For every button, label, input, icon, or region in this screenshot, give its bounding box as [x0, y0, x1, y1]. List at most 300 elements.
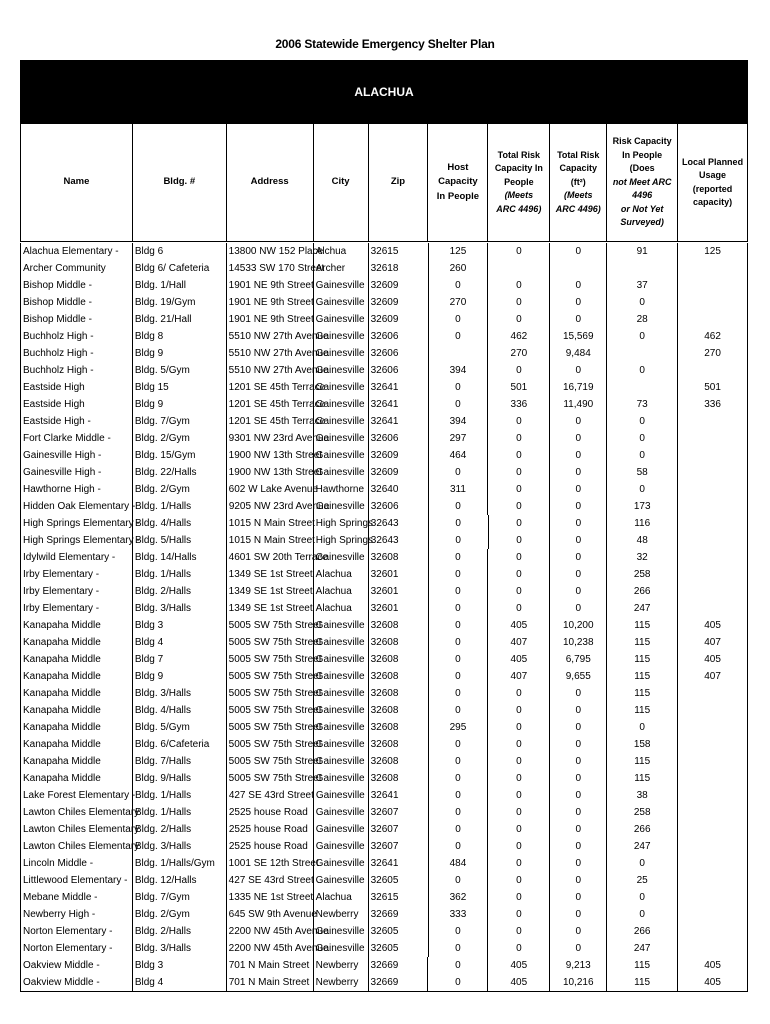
cell-bldg: Bldg. 7/Gym	[133, 889, 227, 906]
cell-local	[678, 600, 748, 617]
cell-local	[678, 923, 748, 940]
cell-host: 0	[429, 328, 489, 345]
cell-rcp	[607, 260, 678, 277]
cell-bldg: Bldg 9	[133, 345, 227, 362]
cell-local: 407	[678, 634, 748, 651]
table-row	[20, 498, 748, 515]
cell-city: Gainesville	[314, 345, 369, 362]
cell-city: Gainesville	[314, 362, 369, 379]
cell-host: 0	[429, 702, 489, 719]
cell-local: 405	[678, 957, 748, 974]
table-row	[20, 447, 748, 464]
cell-trf: 0	[550, 277, 607, 294]
cell-trf: 0	[550, 243, 607, 260]
cell-host: 0	[428, 957, 488, 974]
cell-trf: 0	[550, 515, 607, 532]
cell-trf: 0	[550, 787, 607, 804]
cell-rcp: 38	[607, 787, 678, 804]
cell-trf: 15,569	[550, 328, 607, 345]
cell-city: Gainesville	[314, 549, 369, 566]
cell-local	[678, 838, 748, 855]
cell-zip: 32608	[369, 617, 429, 634]
table-row	[20, 294, 748, 311]
cell-trp: 0	[488, 855, 550, 872]
cell-local: 405	[678, 974, 748, 991]
cell-bldg: Bldg. 5/Gym	[133, 719, 227, 736]
cell-address: 2525 house Road	[227, 821, 314, 838]
page-title: 2006 Statewide Emergency Shelter Plan	[275, 37, 495, 51]
cell-trf: 10,238	[550, 634, 607, 651]
cell-name: Newberry High -	[21, 906, 133, 923]
cell-host: 0	[429, 940, 489, 957]
cell-local	[678, 685, 748, 702]
cell-trp: 501	[488, 379, 550, 396]
cell-local	[678, 787, 748, 804]
cell-address: 1900 NW 13th Street	[227, 464, 314, 481]
cell-trp: 0	[488, 702, 550, 719]
cell-zip: 32669	[369, 957, 429, 974]
cell-city: Alachua	[314, 600, 369, 617]
cell-trf: 11,490	[550, 396, 607, 413]
cell-city: Alchua	[314, 243, 369, 260]
cell-trp: 0	[488, 583, 550, 600]
cell-address: 5510 NW 27th Avenue	[227, 362, 314, 379]
cell-local	[678, 277, 748, 294]
table-row	[20, 413, 748, 430]
cell-zip: 32608	[369, 549, 429, 566]
table-row	[20, 396, 748, 413]
cell-local	[678, 872, 748, 889]
cell-city: Gainesville	[314, 838, 369, 855]
cell-trf: 0	[550, 413, 607, 430]
cell-trf: 0	[550, 481, 607, 498]
cell-address: 1901 NE 9th Street	[227, 311, 314, 328]
table-row	[20, 872, 748, 889]
cell-name: Littlewood Elementary -	[21, 872, 133, 889]
cell-host: 0	[428, 974, 488, 991]
cell-rcp: 0	[607, 430, 678, 447]
cell-local	[678, 549, 748, 566]
table-row	[20, 481, 748, 498]
trp-line3: People	[504, 176, 534, 187]
cell-trf: 6,795	[550, 651, 607, 668]
cell-trf: 0	[550, 447, 607, 464]
table-row	[20, 379, 748, 396]
cell-trf: 0	[550, 362, 607, 379]
cell-trf: 0	[550, 294, 607, 311]
cell-local	[678, 260, 748, 277]
cell-local	[678, 583, 748, 600]
cell-trf: 0	[550, 600, 607, 617]
cell-host: 0	[429, 753, 489, 770]
cell-city: Gainesville	[314, 498, 369, 515]
cell-local	[678, 940, 748, 957]
col-header-bldg	[133, 124, 227, 241]
cell-host: 0	[429, 583, 489, 600]
cell-address: 5005 SW 75th Street	[227, 702, 314, 719]
cell-address: 4601 SW 20th Terrace	[227, 549, 314, 566]
table-row	[20, 260, 748, 277]
county-header: ALACHUA	[20, 60, 748, 124]
cell-local	[678, 855, 748, 872]
cell-name: Kanapaha Middle	[21, 702, 133, 719]
cell-bldg: Bldg 3	[133, 617, 227, 634]
cell-city: Newberry	[314, 906, 369, 923]
trf-line2: Capacity (ft²)	[559, 163, 597, 187]
cell-trf: 0	[550, 889, 607, 906]
cell-city: Alachua	[314, 889, 369, 906]
cell-rcp	[607, 345, 678, 362]
cell-city: Gainesville	[314, 379, 369, 396]
cell-zip: 32608	[369, 753, 429, 770]
cell-rcp: 115	[607, 957, 678, 974]
cell-zip: 32641	[369, 787, 429, 804]
cell-host: 0	[429, 634, 489, 651]
cell-rcp: 32	[607, 549, 678, 566]
cell-city: Gainesville	[314, 804, 369, 821]
cell-local	[678, 702, 748, 719]
cell-bldg: Bldg. 5/Halls	[133, 532, 227, 549]
table-row	[20, 617, 748, 634]
cell-host: 270	[429, 294, 489, 311]
cell-city: Gainesville	[314, 753, 369, 770]
cell-zip: 32615	[369, 889, 429, 906]
cell-zip: 32606	[369, 328, 429, 345]
cell-bldg: Bldg. 2/Halls	[133, 923, 227, 940]
cell-zip: 32601	[369, 583, 429, 600]
cell-address: 2200 NW 45th Avenue	[227, 940, 314, 957]
cell-local	[678, 447, 748, 464]
cell-name: Gainesville High -	[21, 464, 133, 481]
cell-name: Idylwild Elementary -	[21, 549, 133, 566]
cell-local	[678, 736, 748, 753]
cell-bldg: Bldg. 4/Halls	[133, 702, 227, 719]
cell-trf	[550, 260, 607, 277]
cell-city: Gainesville	[314, 464, 369, 481]
cell-bldg: Bldg. 4/Halls	[133, 515, 227, 532]
cell-address: 701 N Main Street	[227, 957, 314, 974]
cell-rcp: 115	[607, 702, 678, 719]
cell-trp: 0	[488, 243, 550, 260]
cell-city: Gainesville	[314, 668, 369, 685]
table-row	[20, 668, 748, 685]
cell-host: 0	[429, 277, 489, 294]
cell-zip: 32601	[369, 600, 429, 617]
cell-zip: 32601	[369, 566, 429, 583]
cell-address: 1015 N Main Street	[227, 532, 314, 549]
cell-trp: 0	[488, 685, 550, 702]
cell-address: 1349 SE 1st Street	[227, 600, 314, 617]
cell-rcp: 0	[607, 889, 678, 906]
cell-host: 0	[429, 379, 489, 396]
col-header-host-capacity	[428, 124, 488, 241]
cell-bldg: Bldg. 2/Gym	[133, 430, 227, 447]
table-row	[20, 566, 748, 583]
cell-local: 405	[678, 617, 748, 634]
table-row	[20, 430, 748, 447]
cell-address: 5005 SW 75th Street	[227, 753, 314, 770]
cell-name: Bishop Middle -	[21, 277, 133, 294]
cell-host: 0	[429, 532, 489, 549]
cell-name: Kanapaha Middle	[21, 651, 133, 668]
cell-trf: 0	[550, 311, 607, 328]
cell-trf: 0	[550, 685, 607, 702]
cell-zip: 32640	[369, 481, 429, 498]
cell-zip: 32606	[369, 345, 429, 362]
host-capacity-line1: Host Capacity	[438, 162, 478, 188]
cell-rcp: 258	[607, 566, 678, 583]
cell-local	[678, 906, 748, 923]
cell-city: Gainesville	[314, 651, 369, 668]
cell-address: 1335 NE 1st Street	[227, 889, 314, 906]
cell-local: 407	[678, 668, 748, 685]
cell-bldg: Bldg. 3/Halls	[133, 940, 227, 957]
cell-zip: 32607	[369, 804, 429, 821]
cell-address: 5510 NW 27th Avenue	[227, 328, 314, 345]
cell-city: Gainesville	[314, 430, 369, 447]
cell-address: 602 W Lake Avenue	[227, 481, 314, 498]
cell-host: 0	[429, 685, 489, 702]
cell-address: 2525 house Road	[227, 804, 314, 821]
cell-bldg: Bldg. 12/Halls	[133, 872, 227, 889]
table-row	[20, 532, 748, 549]
cell-city: Gainesville	[314, 855, 369, 872]
cell-zip: 32608	[369, 651, 429, 668]
cell-address: 9301 NW 23rd Avenue	[227, 430, 314, 447]
cell-trf: 0	[550, 498, 607, 515]
table-row	[20, 634, 748, 651]
cell-trf: 0	[550, 736, 607, 753]
cell-trp: 407	[488, 668, 550, 685]
cell-zip: 32609	[369, 294, 429, 311]
cell-rcp: 0	[607, 362, 678, 379]
cell-trf: 0	[550, 753, 607, 770]
cell-host: 0	[429, 549, 489, 566]
cell-name: Mebane Middle -	[21, 889, 133, 906]
cell-trp: 462	[488, 328, 550, 345]
cell-trp: 0	[488, 566, 550, 583]
table-row	[20, 345, 748, 362]
cell-rcp: 173	[607, 498, 678, 515]
table-row	[20, 753, 748, 770]
cell-local	[678, 770, 748, 787]
cell-bldg: Bldg. 1/Halls/Gym	[133, 855, 227, 872]
col-header-zip	[369, 124, 429, 241]
cell-host: 0	[429, 838, 489, 855]
cell-city: High Springs	[314, 532, 369, 549]
cell-host: 362	[429, 889, 489, 906]
rcp-line4: or Not Yet	[620, 203, 664, 214]
cell-zip: 32643	[369, 515, 429, 532]
cell-city: Alachua	[314, 583, 369, 600]
cell-name: Lawton Chiles Elementary	[21, 821, 133, 838]
cell-trp: 0	[488, 719, 550, 736]
cell-city: Gainesville	[314, 702, 369, 719]
cell-address: 5005 SW 75th Street	[227, 668, 314, 685]
cell-name: Irby Elementary -	[21, 600, 133, 617]
cell-host: 0	[429, 736, 489, 753]
cell-address: 5005 SW 75th Street	[227, 685, 314, 702]
cell-rcp: 48	[607, 532, 678, 549]
cell-zip: 32643	[369, 532, 429, 549]
cell-bldg: Bldg. 1/Halls	[133, 566, 227, 583]
cell-trp: 0	[488, 872, 550, 889]
cell-trp: 0	[488, 906, 550, 923]
cell-address: 1201 SE 45th Terrace	[227, 413, 314, 430]
cell-local	[678, 481, 748, 498]
cell-address: 1900 NW 13th Street	[227, 447, 314, 464]
cell-rcp: 258	[607, 804, 678, 821]
cell-trf: 0	[550, 906, 607, 923]
cell-bldg: Bldg 4	[133, 634, 227, 651]
cell-trp: 0	[488, 770, 550, 787]
cell-host: 484	[429, 855, 489, 872]
trp-line4: ARC 4496)	[496, 203, 542, 214]
table-row	[20, 719, 748, 736]
table-row	[20, 821, 748, 838]
cell-address: 701 N Main Street	[227, 974, 314, 991]
cell-host: 394	[429, 362, 489, 379]
cell-zip: 32607	[369, 821, 429, 838]
cell-host: 0	[429, 804, 489, 821]
cell-rcp: 115	[607, 974, 678, 991]
cell-trp: 0	[488, 481, 550, 498]
cell-trp: 270	[488, 345, 550, 362]
cell-trp: 336	[488, 396, 550, 413]
cell-zip: 32605	[369, 940, 429, 957]
cell-rcp: 115	[607, 770, 678, 787]
cell-zip: 32608	[369, 668, 429, 685]
cell-trp	[488, 260, 550, 277]
cell-name: Norton Elementary -	[21, 923, 133, 940]
cell-trf: 9,655	[550, 668, 607, 685]
cell-rcp: 0	[607, 481, 678, 498]
table-row	[20, 515, 748, 532]
cell-address: 1901 NE 9th Street	[227, 294, 314, 311]
cell-bldg: Bldg. 3/Halls	[133, 838, 227, 855]
cell-address: 2525 house Road	[227, 838, 314, 855]
cell-local	[678, 753, 748, 770]
cell-name: Lawton Chiles Elementary	[21, 838, 133, 855]
cell-rcp: 25	[607, 872, 678, 889]
cell-bldg: Bldg. 5/Gym	[133, 362, 227, 379]
trp-line2: Capacity In	[494, 163, 543, 174]
host-capacity-line2: In People	[436, 190, 480, 202]
cell-host: 0	[429, 668, 489, 685]
cell-name: Kanapaha Middle	[21, 634, 133, 651]
cell-name: High Springs Elementary -	[21, 532, 133, 549]
table-row	[20, 600, 748, 617]
cell-name: Kanapaha Middle	[21, 753, 133, 770]
cell-city: Gainesville	[314, 328, 369, 345]
cell-host: 333	[429, 906, 489, 923]
table-row	[20, 923, 748, 940]
cell-rcp: 266	[607, 923, 678, 940]
cell-zip: 32641	[369, 396, 429, 413]
cell-zip: 32609	[369, 464, 429, 481]
cell-zip: 32641	[369, 413, 429, 430]
trf-line3: (Meets	[563, 190, 593, 201]
col-header-local-planned	[678, 124, 748, 241]
cell-name: Gainesville High -	[21, 447, 133, 464]
cell-city: Gainesville	[314, 685, 369, 702]
trp-line3-italic: (Meets	[504, 190, 534, 201]
table-row	[20, 328, 748, 345]
cell-bldg: Bldg. 1/Hall	[133, 277, 227, 294]
cell-name: Lincoln Middle -	[21, 855, 133, 872]
cell-name: Fort Clarke Middle -	[21, 430, 133, 447]
cell-name: Buchholz High -	[21, 345, 133, 362]
cell-address: 1349 SE 1st Street	[227, 566, 314, 583]
cell-bldg: Bldg. 19/Gym	[133, 294, 227, 311]
col-header-address-label: Address	[250, 176, 289, 188]
cell-address: 5005 SW 75th Street	[227, 770, 314, 787]
cell-trp: 0	[488, 940, 550, 957]
cell-host: 0	[429, 872, 489, 889]
cell-trf: 0	[550, 532, 607, 549]
cell-zip: 32608	[369, 685, 429, 702]
col-header-city-label: City	[331, 176, 350, 188]
cell-local	[678, 515, 748, 532]
cell-trf: 0	[550, 583, 607, 600]
cell-city: Newberry	[314, 974, 369, 991]
cell-name: Oakview Middle -	[21, 974, 133, 991]
cell-zip: 32606	[369, 362, 429, 379]
cell-rcp: 115	[607, 634, 678, 651]
cell-address: 1201 SE 45th Terrace	[227, 379, 314, 396]
cell-name: Alachua Elementary -	[21, 243, 133, 260]
cell-trf: 0	[550, 566, 607, 583]
table-header	[20, 124, 748, 242]
cell-local	[678, 532, 748, 549]
cell-bldg: Bldg. 2/Gym	[133, 481, 227, 498]
cell-bldg: Bldg 8	[133, 328, 227, 345]
cell-rcp: 247	[607, 940, 678, 957]
cell-trp: 405	[488, 957, 550, 974]
cell-trf: 0	[550, 430, 607, 447]
cell-name: Eastside High	[21, 396, 133, 413]
cell-bldg: Bldg. 15/Gym	[133, 447, 227, 464]
cell-trp: 0	[488, 889, 550, 906]
cell-trp: 0	[488, 447, 550, 464]
table-row	[20, 736, 748, 753]
col-header-name-label: Name	[63, 176, 90, 188]
cell-trf: 0	[550, 872, 607, 889]
cell-rcp: 91	[607, 243, 678, 260]
cell-rcp: 0	[607, 906, 678, 923]
cell-trp: 0	[488, 753, 550, 770]
cell-host: 0	[429, 923, 489, 940]
cell-trp: 0	[488, 413, 550, 430]
cell-address: 5005 SW 75th Street	[227, 651, 314, 668]
cell-trp: 0	[489, 515, 551, 532]
cell-trf: 0	[550, 719, 607, 736]
cell-city: Gainesville	[314, 940, 369, 957]
cell-city: Hawthorne	[314, 481, 369, 498]
cell-bldg: Bldg. 2/Halls	[133, 821, 227, 838]
cell-city: Gainesville	[314, 787, 369, 804]
trf-line4: ARC 4496)	[555, 203, 601, 214]
rcp-line3: not Meet ARC 4496	[612, 176, 672, 201]
cell-rcp: 37	[607, 277, 678, 294]
cell-name: Eastside High	[21, 379, 133, 396]
cell-address: 1201 SE 45th Terrace	[227, 396, 314, 413]
cell-rcp: 266	[607, 583, 678, 600]
cell-city: Gainesville	[314, 872, 369, 889]
cell-city: High Springs	[314, 515, 369, 532]
cell-bldg: Bldg. 2/Halls	[133, 583, 227, 600]
cell-name: Bishop Middle -	[21, 311, 133, 328]
